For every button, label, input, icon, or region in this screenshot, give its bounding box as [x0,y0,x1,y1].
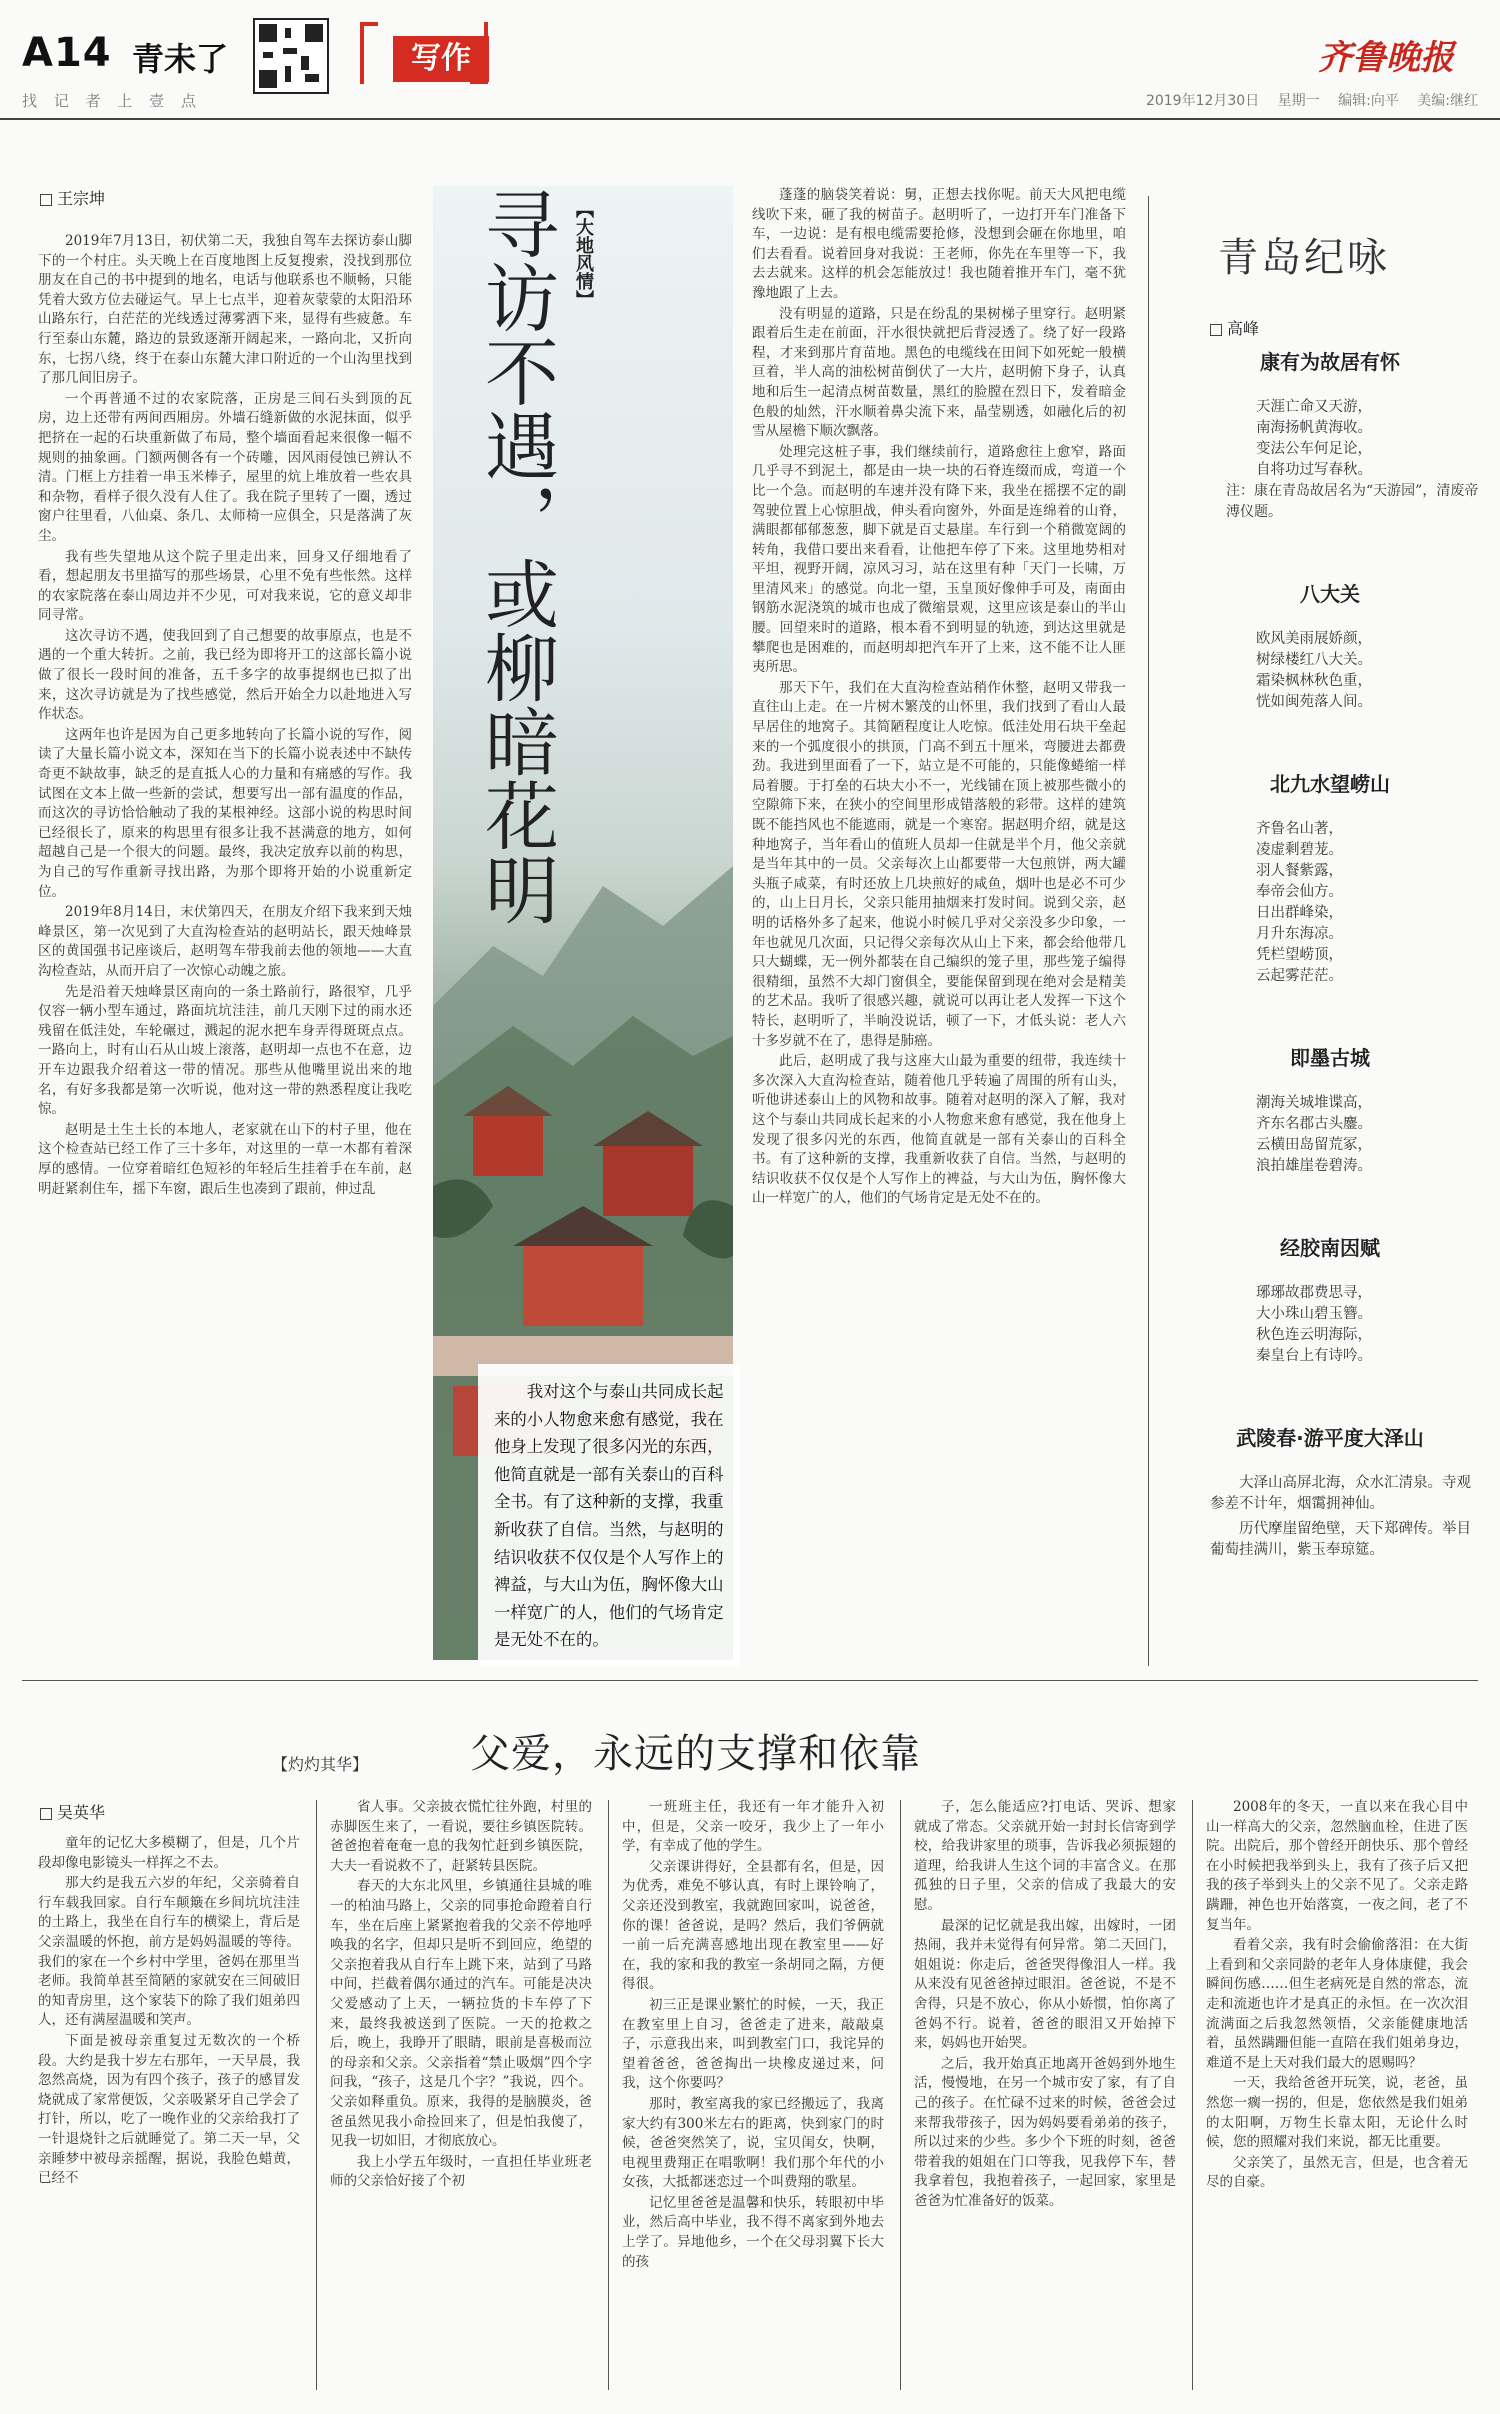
article-paragraph: 初三正是课业繁忙的时候，一天，我正在教室里上自习，爸爸走了进来，敲敲桌子，示意我出来，叫到教室门口，我诧异的望着爸爸，爸爸掏出一块橡皮递过来，问我，这个你要吗？ [622,1996,884,2092]
poem-heading: 经胶南因赋 [1280,1236,1380,1260]
article-paragraph: 最深的记忆就是我出嫁，出嫁时，一团热闹，我并未觉得有何异常。第二天回门，姐姐说：你走后，爸爸哭得像泪人一样。我从来没有见爸爸掉过眼泪。爸爸说，不是不舍得，只是不放心，你从小娇惯，怕你离了爸妈不行。说着，爸爸的眼泪又开始掉下来，妈妈也开始哭。 [914,1917,1176,2052]
article-paragraph: 看着父亲，我有时会偷偷落泪：在大街上看到和父亲同龄的老年人身体康健，我会瞬间伤感……但生老病死是自然的常态，流走和流逝也许才是真正的永恒。在一次次泪流满面之后我忽然领悟，父亲能健康地活着，虽然蹒跚但能一直陪在我们姐弟身边，难道不是上天对我们最大的恩赐吗？ [1206,1937,1468,2071]
poem-line: 羽人餐紫露， [1256,863,1343,879]
article1-pull-quote: 我对这个与泰山共同成长起来的小人物愈来愈有感觉，我在他身上发现了很多闪光的东西，他简直就是一部有关泰山的百科全书。有了这种新的支撑，我重新收获了自信。当然，与赵明的结识收获不仅仅是个人写作上的裨益，与大山为伍，胸怀像大山一样宽广的人，他们的气场肯定是无处不在的。 [478,1364,740,1666]
article-paragraph: 此后，赵明成了我与这座大山最为重要的纽带，我连续十多次深入大直沟检查站，随着他几乎转遍了周围的所有山头，听他讲述泰山上的风物和故事。随着对赵明的深入了解，我对这个与泰山共同成长起来的小人物愈来愈有感觉，我在他身上发现了很多闪光的东西，他简直就是一部有关泰山的百科全书。有了这种新的支撑，我重新收获了自信。当然，与赵明的结识收获不仅仅是个人写作上的裨益，与大山为伍，胸怀像大山一样宽广的人，他们的气场肯定是无处不在的。 [752,1053,1126,1207]
column-divider [316,1800,317,2390]
article-paragraph: 童年的记忆大多模糊了，但是，几个片段却像电影镜头一样挥之不去。 [38,1835,300,1871]
poem-prose-line: 大泽山高屏北海，众水汇清泉。寺观参差不计年，烟霭拥神仙。 [1210,1475,1471,1512]
article-paragraph: 一班班主任，我还有一年才能升入初中，但是，父亲一咬牙，我少上了一年小学，有幸成了他的学生。 [622,1799,884,1855]
poem-item [1170,1422,1480,1565]
poem-heading: 武陵春·游平度大泽山 [1236,1426,1424,1450]
poem-line: 恍如闽苑落人间。 [1256,694,1372,710]
poem-item [1170,768,1480,987]
poem-line: 自将功过写春秋。 [1256,462,1372,478]
article-paragraph: 2008年的冬天，一直以来在我心目中山一样高大的父亲，忽然脑血栓，住进了医院。出院后，那个曾经开朗快乐、那个曾经在小时候把我举到头上，我有了孩子后又把我的孩子举到头上的父亲不见了。父亲走路蹒跚，神色也开始落寞，一夜之间，老了不复当年。 [1206,1799,1468,1933]
article2-tag: 【灼灼其华】 [272,1755,369,1774]
article-paragraph: 没有明显的道路，只是在纷乱的果树梯子里穿行。赵明紧跟着后生走在前面，汗水很快就把后背浸透了。绕了好一段路程，才来到那片育苗地。黑色的电缆线在田间下如死蛇一般横亘着，半人高的油松树苗倒伏了一大片，赵明俯下身子，认真地和后生一起清点树苗数量，黑红的脸膛在烈日下，发着暗金色般的灿然，汗水顺着鼻尖流下来，晶莹剔透，如融化后的初雪从屋檐下顺次飘落。 [752,305,1126,440]
article-paragraph: 那大约是我五六岁的年纪，父亲骑着自行车载我回家。自行车颠簸在乡间坑坑洼洼的土路上，我坐在自行车的横梁上，背后是父亲温暖的怀抱，前方是妈妈温暖的等待。我们的家在一个乡村中学里，爸妈在那里当老师。我简单甚至简陋的家就安在三间破旧的知青房里，这个家装下的除了我们姐弟四人，还有满屋温暖和笑声。 [38,1875,300,2029]
section-rule [22,1680,1478,1681]
article-paragraph: 子，怎么能适应?打电话、哭诉、想家就成了常态。父亲就开始一封封长信寄到学校，给我讲家里的琐事，告诉我必须振翅的道理，给我讲人生这个词的丰富含义。在那孤独的日子里，父亲的信成了我最大的安慰。 [914,1799,1176,1913]
article-paragraph: 省人事。父亲披衣慌忙往外跑，村里的赤脚医生来了，一看说，要往乡镇医院转。爸爸抱着奄奄一息的我匆忙赶到乡镇医院，大夫一看说救不了，赶紧转县医院。 [330,1799,592,1874]
article-paragraph: 我有些失望地从这个院子里走出来，回身又仔细地看了看，想起朋友书里描写的那些场景，心里不免有些怅然。这样的农家院落在泰山周边并不少见，可对我来说，它的意义却非同寻常。 [38,548,412,624]
poem-item [1170,1232,1480,1367]
article-paragraph: 蓬蓬的脑袋笑着说：舅，正想去找你呢。前天大风把电缆线吹下来，砸了我的树苗子。赵明听了，一边打开车门准备下车，一边说：是有根电缆需要抢修，没想到会砸在你地里，咱们去看看。说着回身对我说：王老师，你先在车里等一下，我去去就来。这样的机会怎能放过！我也随着推开车门，毫不犹豫地跟了上去。 [752,187,1126,301]
article2-column-1 [38,1834,300,2394]
poem-line: 凭栏望崂顶， [1256,947,1343,963]
poem-line: 南海扬帆黄海收。 [1256,420,1372,436]
article-paragraph: 赵明是土生土长的本地人，老家就在山下的村子里，他在这个检查站已经工作了三十多年，对这里的一草一木都有着深厚的感情。一位穿着暗红色短衫的年轻后生挂着手在车前，赵明赶紧刹住车，摇下车窗，跟后生也凑到了跟前，伸过乱 [38,1121,412,1197]
poem-line: 日出群峰染， [1256,905,1343,921]
poem-line: 云横田岛留荒冢， [1256,1137,1372,1153]
article-paragraph: 2019年8月14日，末伏第四天，在朋友介绍下我来到天烛峰景区，第一次见到了大直沟检查站的赵明站长，跟天烛峰景区的黄国强书记座谈后，赵明驾车带我前去他的领地——大直沟检查站，从而开启了一次惊心动魄之旅。 [38,904,412,979]
poems-title: 青岛纪咏 [1218,235,1390,281]
poem-line: 云起雾茫茫。 [1256,968,1343,984]
issue-meta [1132,90,1478,110]
article2-column-3 [622,1798,884,2394]
column-tag: 写作 [393,36,489,82]
column-divider [608,1800,609,2390]
poem-line: 秋色连云明海际， [1256,1327,1372,1343]
poems-byline: 高峰 [1210,316,1259,339]
poem-heading: 康有为故居有怀 [1260,350,1400,374]
tag-bracket-left [360,22,378,84]
article2-column-5 [1206,1798,1468,2394]
article-paragraph: 我上小学五年级时，一直担任毕业班老师的父亲恰好接了个初 [330,2153,592,2190]
page-number: A14 [22,30,112,76]
article-paragraph: 处理完这桩子事，我们继续前行，道路愈往上愈窄，路面几乎寻不到泥土，都是由一块一块的石脊连缀而成，弯道一个比一个急。而赵明的车速并没有降下来，我坐在摇摆不定的副驾驶位置上心惊胆战，伸头看向窗外，外面是连绵着的山脊，满眼都郁郁葱葱，脚下就是百丈悬崖。车行到一个稍微宽阔的转角，我借口要出来看看，让他把车停了下来。这里地势相对平坦，视野开阔，凉风习习，站在这里有种「天门一长啸，万里清风来」的感觉。向北一望，玉皇顶好像伸手可及，南面由钢筋水泥浇筑的城市也成了微缩景观，这里应该是泰山的半山腰。回望来时的道路，根本看不到明显的轨迹，到达这里就是攀爬也是困难的，而赵明却把汽车开了上来，这不能不让人匪夷所思。 [752,443,1126,676]
article-paragraph: 2019年7月13日，初伏第二天，我独自驾车去探访泰山脚下的一个村庄。头天晚上在百度地图上反复搜索，没找到那位朋友在自己的书中提到的地名，电话与他联系也不顺畅，只能凭着大致方位去碰运气。早上七点半，迎着灰蒙蒙的太阳沿环山路东行，白茫茫的光线透过薄雾洒下来，显得有些疲惫。车行至泰山东麓，路边的景致逐渐开阔起来，一路向北，又折向东，七拐八绕，终于在泰山东麓大津口附近的一个山沟里找到了那几间旧房子。 [38,233,412,387]
poem-item [1170,578,1480,713]
poem-heading: 北九水望崂山 [1270,772,1390,796]
article-paragraph: 这次寻访不遇，使我回到了自己想要的故事原点，也是不遇的一个重大转折。之前，我已经为即将开工的这部长篇小说做了很长一段时间的准备，五千多字的故事提纲也已拟了出来，这次寻访就是为了找些感觉，然后开始全力以赴地进入写作状态。 [38,627,412,723]
column-divider [900,1800,901,2390]
poem-line: 月升东海凉。 [1256,926,1343,942]
poem-item [1170,346,1480,523]
article-paragraph: 下面是被母亲重复过无数次的一个桥段。大约是我十岁左右那年，一天早晨，我忽然高烧，因为有四个孩子，孩子的感冒发烧就成了家常便饭，父亲吸紧牙自己学会了打针，所以，吃了一晚作业的父亲给我打了一针退烧针之后就睡觉了。第二天一早，父亲睡梦中被母亲摇醒，据说，我脸色蜡黄，已经不 [38,2032,300,2187]
article1-column-3 [752,186,1126,1666]
poem-line: 潮海关城堆谍高， [1256,1095,1372,1111]
article-paragraph: 父亲课讲得好，全县都有名，但是，因为优秀，难免不够认真，有时上课铃响了，父亲还没到教室，我就跑回家叫，说爸爸，你的课！爸爸说，是吗？然后，我们爷俩就一前一后充满喜感地出现在教室里——好在，我的家和我的教室一条胡同之隔，方便得很。 [622,1858,884,1993]
article-paragraph: 这两年也许是因为自己更多地转向了长篇小说的写作，阅读了大量长篇小说文本，深知在当下的长篇小说表述中不缺传奇更不缺故事，缺乏的是直抵人心的力量和有痛感的写作。我试图在文本上做一些新的尝试，想要写出一部有温度的作品，而这次的寻访恰恰触动了我的某根神经。这部小说的构思时间已经很长了，原来的构思里有很多让我不甚满意的地方，如何超越自己是一个很大的问题。最终，我决定放弃以前的构思，为自己的写作重新寻找出路，为那个即将开始的小说重新定位。 [38,726,412,900]
qr-code-icon[interactable] [253,18,329,94]
article-paragraph: 先是沿着天烛峰景区南向的一条土路前行，路很窄，几乎仅容一辆小型车通过，路面坑坑洼洼，前几天刚下过的雨水还残留在低洼处，车轮碾过，溅起的泥水把车身弄得斑斑点点。一路向上，时有山石从山坡上滚落，赵明却一点也不在意，边开车边跟我介绍着这一带的情况。那些从他嘴里说出来的地名，有好多我都是第一次听说，他对这一带的熟悉程度让我吃惊。 [38,983,412,1118]
issue-designer: 美编:继红 [1417,93,1478,109]
article1-title: 寻访不遇，或柳暗花明 [473,186,559,926]
poem-line: 变法公车何足论， [1256,441,1372,457]
issue-weekday: 星期一 [1277,93,1320,109]
article-paragraph: 之后，我开始真正地离开爸妈到外地生活，慢慢地，在另一个城市安了家，有了自己的孩子。在忙碌不过来的时候，爸爸会过来帮我带孩子，因为妈妈要看弟弟的孩子，所以过来的少些。多少个下班的时刻，爸爸带着我的姐姐在门口等我，见我停下车，替我拿着包，我抱着孩子，一起回家，家里是爸爸为忙准备好的饭菜。 [914,2055,1176,2209]
article2-column-4 [914,1798,1176,2394]
article1-kicker: 【大地风情】 [573,200,594,308]
poem-line: 齐东名郡古头鏖。 [1256,1116,1372,1132]
poem-line: 欧风美雨展娇颜， [1256,631,1372,647]
article-paragraph: 父亲笑了，虽然无言，但是，也含着无尽的自豪。 [1206,2154,1468,2191]
article-paragraph: 那天下午，我们在大直沟检查站稍作休整，赵明又带我一直往山上走。在一片树木繁茂的山怀里，我们找到了看山人最早居住的地窝子。其简陋程度让人吃惊。低洼处用石块干垒起来的一个弧度很小的拱顶，门高不到五十厘米，弯腰进去都费劲。我进到里面看了一下，站立是不可能的，只能像蜷缩一样局着腰。于打垒的石块大小不一，光线铺在顶上被那些微小的空隙筛下来，在狭小的空间里形成错落般的彩带。这样的建筑既不能挡风也不能遮雨，就是一个寒窑。据赵明介绍，就是这种地窝子，当年看山的值班人员却一住就是半个月，他父亲就是当年其中的一员。父亲每次上山都要带一大包煎饼，两大罐头瓶子咸菜，有时还放上几块煎好的咸鱼，烟叶也是必不可少的，山上日月长，父亲只能用抽烟来打发时间。说到父亲，赵明的话格外多了起来，他说小时候几乎对父亲没多少印象，一年也就见几次面，只记得父亲每次从山上下来，都会给他带几只大蝴蝶，无一例外都装在自己编织的笼子里，那些笼子编得很精细，虽然不大却门窗俱全，要能保留到现在绝对会是精美的艺术品。我听了很感兴趣，就说可以再让老人发挥一下这个特长，赵明听了，半晌没说话，顿了一下，才低头说：老人六十多岁就不在了，患得是肺癌。 [752,679,1126,1049]
poem-line: 奉帝会仙方。 [1256,884,1343,900]
column-divider [1148,196,1149,1666]
poem-line: 秦皇台上有诗吟。 [1256,1348,1372,1364]
issue-date: 2019年12月30日 [1145,93,1260,109]
section-name: 青未了 [132,40,229,78]
poem-note: 注：康在青岛故居名为“天游园”，清废帝溥仪题。 [1226,483,1479,520]
article1-byline: 王宗坤 [40,186,105,209]
poem-prose-line: 历代摩崖留绝壁，天下郑碑传。举目葡萄挂满川，紫玉奉琼筵。 [1210,1521,1471,1558]
poems-list [1170,346,1480,1666]
article-paragraph: 记忆里爸爸是温馨和快乐，转眼初中毕业，然后高中毕业，我不得不离家到外地去上学了。异地他乡，一个在父母羽翼下长大的孩 [622,2194,884,2270]
poem-line: 树绿楼红八大关。 [1256,652,1372,668]
header-rule [0,118,1500,120]
section-subtitle: 找 记 者 上 壹 点 [22,92,202,110]
article2-title: 父爱，永远的支撑和依靠 [470,1731,921,1777]
poem-line: 霜染枫林秋色重， [1256,673,1372,689]
poem-line: 凌虚剩碧茏。 [1256,842,1343,858]
poem-item [1170,1042,1480,1177]
newspaper-logo: 齐鲁晚报 [1318,38,1454,78]
article-paragraph: 一个再普通不过的农家院落，正房是三间石头到顶的瓦房，边上还带有两间西厢房。外墙石缝新做的水泥抹面，似乎把挤在一起的石块重新做了布局，整个墙面看起来很像一幅不规则的抽象画。门额两侧各有一个砖雕，因风雨侵蚀已辨认不清。门框上方挂着一串玉米棒子，屋里的炕上堆放着一些农具和杂物，看样子很久没有人住了。我在院子里转了一圈，透过窗户往里看，八仙桌、条几、太师椅一应俱全，只是落满了灰尘。 [38,390,412,544]
article-paragraph: 春天的大东北风里，乡镇通往县城的唯一的柏油马路上，父亲的同事抢命蹬着自行车，坐在后座上紧紧抱着我的父亲不停地呼唤我的名字，但却只是听不到回应，绝望的父亲抱着我从自行车上跳下来，站到了马路中间，拦截着偶尔通过的汽车。可能是决决父爱感动了上天，一辆拉货的卡车停了下来，最终我被送到了医院。一天的抢救之后，晚上，我睁开了眼睛，眼前是喜极而泣的母亲和父亲。父亲指着“禁止吸烟”四个字问我，“孩子，这是几个字？”我说，四个。父亲如释重负。原来，我得的是脑膜炎，爸爸虽然见我小命捡回来了，但是怕我傻了，见我一切如旧，才彻底放心。 [330,1878,592,2150]
article1-column-1 [38,232,412,1662]
article-paragraph: 一天，我给爸爸开玩笑，说，老爸，虽然您一瘸一拐的，但是，您依然是我们姐弟的太阳啊，万物生长靠太阳，无论什么时候，您的照耀对我们来说，都无比重要。 [1206,2075,1468,2151]
article2-byline: 吴英华 [40,1800,105,1823]
poem-heading: 八大关 [1300,582,1360,606]
poem-line: 大小珠山碧玉簪。 [1256,1306,1372,1322]
poem-line: 天涯亡命又天游， [1256,399,1372,415]
column-divider [1192,1800,1193,2390]
article-paragraph: 那时，教室离我的家已经搬远了，我离家大约有300米左右的距离，快到家门的时候，爸爸突然笑了，说，宝贝闺女，快啊，电视里费翔正在唱歌啊！我们那个年代的小女孩，大抵都迷恋过一个叫费翔的歌星。 [622,2095,884,2191]
article2-column-2 [330,1798,592,2394]
poem-heading: 即墨古城 [1290,1046,1370,1070]
poem-line: 琊琊故郡费思寻， [1256,1285,1372,1301]
poem-line: 齐鲁名山著， [1256,821,1343,837]
issue-editor: 编辑:向平 [1338,93,1399,109]
poem-line: 浪拍雄崖卷碧涛。 [1256,1158,1372,1174]
